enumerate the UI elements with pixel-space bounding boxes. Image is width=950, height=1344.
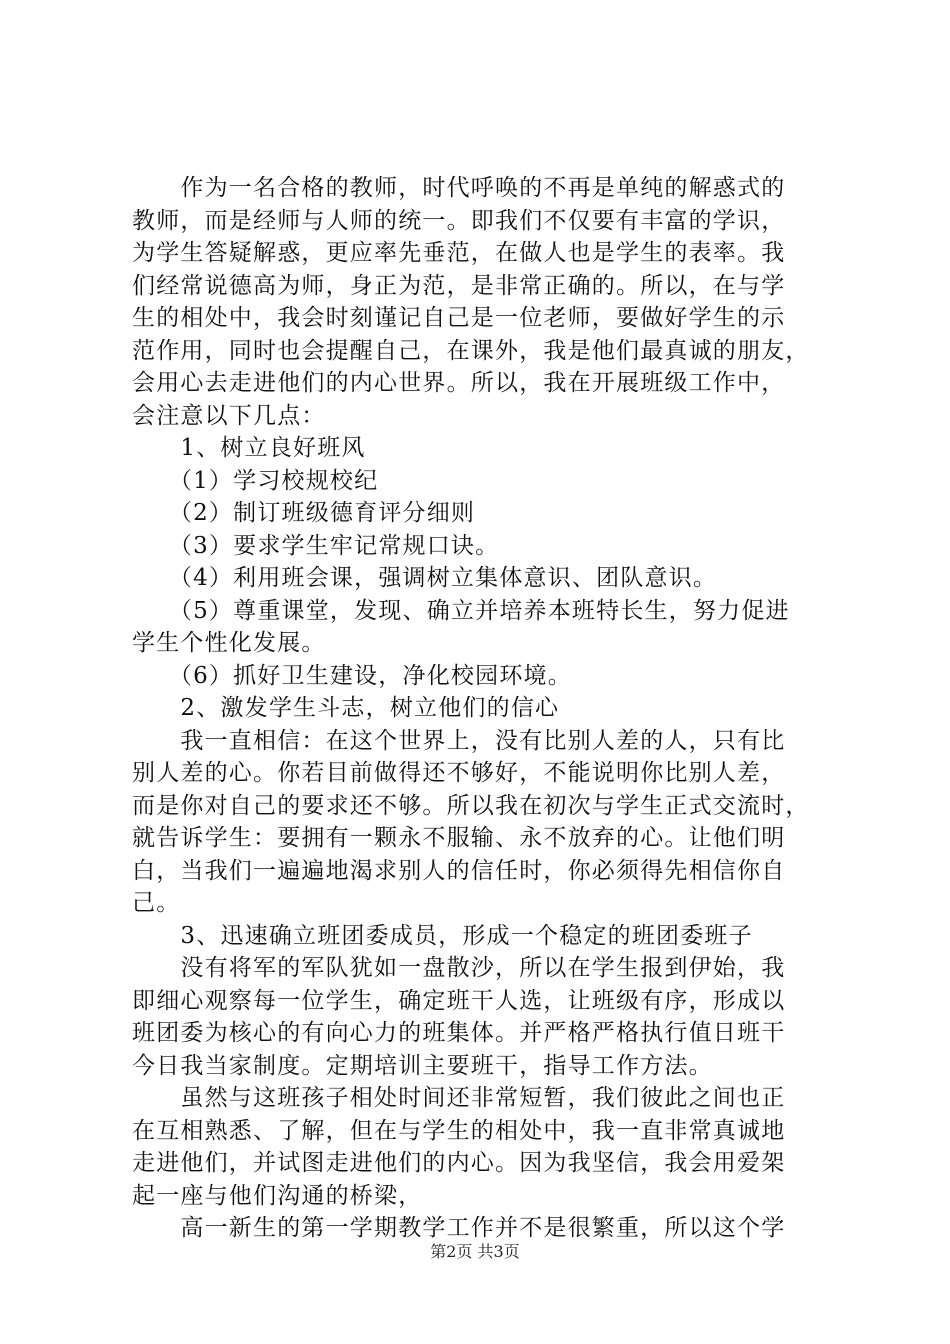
text-line: 会注意以下几点： [132, 402, 326, 429]
text-line: 作为一名合格的教师，时代呼唤的不再是单纯的解惑式的 [132, 175, 786, 201]
text-line: 别人差的心。你若目前做得还不够好，不能说明你比别人差， [132, 760, 786, 786]
list-item: （2）制订班级德育评分细则 [132, 500, 476, 526]
text-line: 我一直相信：在这个世界上，没有比别人差的人，只有比 [132, 727, 786, 754]
text-line: 班团委为核心的有向心力的班集体。并严格严格执行值日班干 [132, 1020, 786, 1046]
text-line: 们经常说德高为师，身正为范，是非常正确的。所以，在与学 [132, 272, 786, 299]
text-line: 今日我当家制度。定期培训主要班干，指导工作方法。 [132, 1052, 713, 1079]
text-line: 在互相熟悉、了解，但在与学生的相处中，我一直非常真诚地 [132, 1117, 786, 1144]
text-line: 高一新生的第一学期教学工作并不是很繁重，所以这个学 [132, 1215, 786, 1241]
page-footer [0, 1242, 950, 1262]
text-line: 己。 [132, 890, 181, 916]
text-line: 没有将军的军队犹如一盘散沙，所以在学生报到伊始，我 [132, 955, 786, 981]
text-line: 为学生答疑解惑，更应率先垂范，在做人也是学生的表率。我 [132, 240, 786, 266]
text-line: 就告诉学生：要拥有一颗永不服输、永不放弃的心。让他们明 [132, 825, 786, 851]
section-heading: 2、激发学生斗志，树立他们的信心 [132, 695, 560, 721]
section-heading: 1、树立良好班风 [132, 435, 366, 461]
text-line: 范作用，同时也会提醒自己，在课外，我是他们最真诚的朋友， [132, 337, 810, 364]
list-item: （5）尊重课堂，发现、确立并培养本班特长生，努力促进 [132, 597, 790, 624]
list-item: （3）要求学生牢记常规口诀。 [132, 532, 500, 559]
text-line: 走进他们，并试图走进他们的内心。因为我坚信，我会用爱架 [132, 1150, 786, 1176]
text-line: 白，当我们一遍遍地渴求别人的信任时，你必须得先相信你自 [132, 857, 786, 884]
text-line: 生的相处中，我会时刻谨记自己是一位老师，要做好学生的示 [132, 305, 786, 331]
list-item: （4）利用班会课，强调树立集体意识、团队意识。 [132, 565, 718, 591]
section-heading: 3、迅速确立班团委成员，形成一个稳定的班团委班子 [132, 922, 753, 949]
list-item: （6）抓好卫生建设，净化校园环境。 [132, 662, 572, 689]
text-line: 虽然与这班孩子相处时间还非常短暂，我们彼此之间也正 [132, 1085, 786, 1111]
text-line: 会用心去走进他们的内心世界。所以，我在开展班级工作中， [132, 370, 786, 396]
list-item: （1）学习校规校纪 [132, 467, 379, 494]
text-line: 而是你对自己的要求还不够。所以我在初次与学生正式交流时， [132, 792, 810, 819]
text-line: 学生个性化发展。 [132, 630, 326, 656]
page-number-label: 第2页 共3页 [430, 1242, 520, 1261]
body-text [132, 172, 832, 1245]
text-line: 教师，而是经师与人师的统一。即我们不仅要有丰富的学识， [132, 207, 786, 234]
text-line: 起一座与他们沟通的桥梁， [132, 1182, 423, 1209]
text-line: 即细心观察每一位学生，确定班干人选，让班级有序，形成以 [132, 987, 786, 1014]
